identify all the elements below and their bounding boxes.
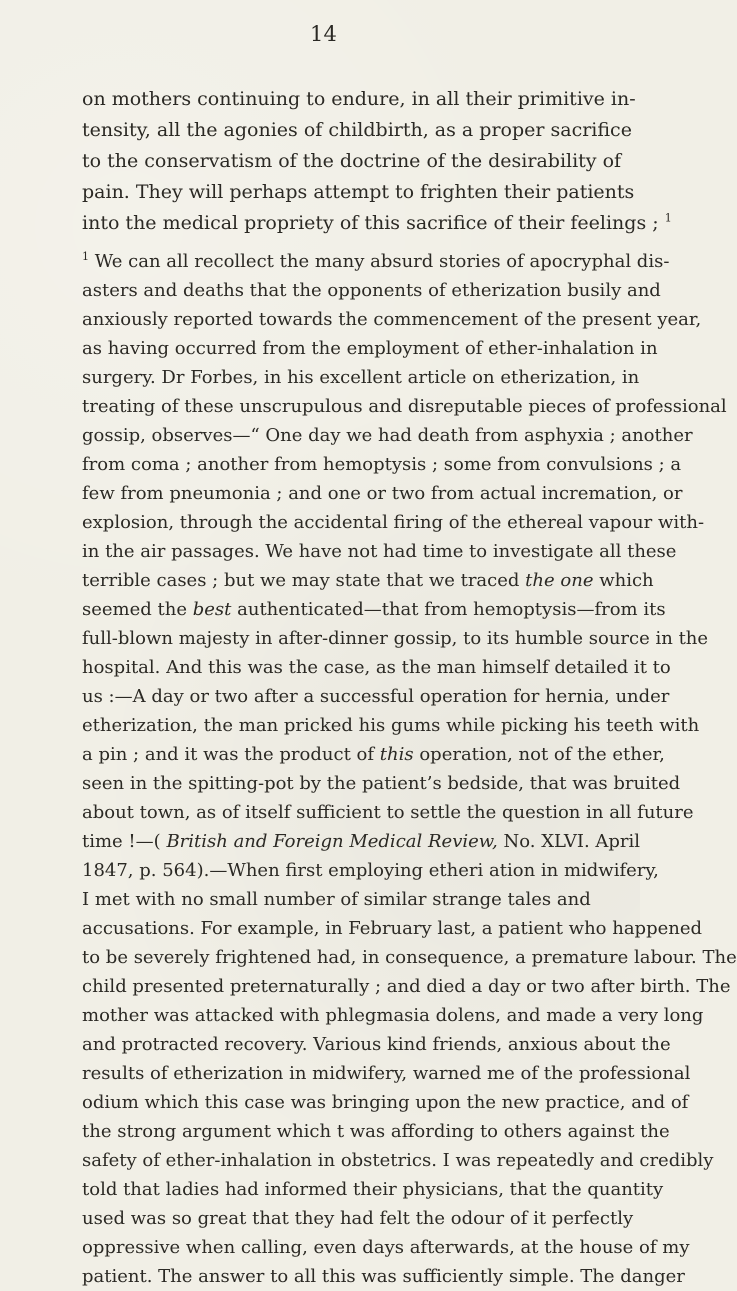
footnote-line: mother was attacked with phlegmasia dolens, and made a very long (82, 1005, 704, 1026)
footnote-line: I met with no small number of similar strange tales and (82, 889, 591, 910)
footnote-line: to be severely frightened had, in consequence, a premature labour. The (82, 947, 737, 968)
footnote-line: the strong argument which t was affording to others against the (82, 1121, 670, 1142)
footnote-line: few from pneumonia ; and one or two from actual incremation, or (82, 483, 683, 504)
footnote-line-text: We can all recollect the many absurd stories of apocryphal dis- (94, 251, 670, 272)
footnote-line: told that ladies had informed their physicians, that the quantity (82, 1179, 664, 1200)
footnote-line: hospital. And this was the case, as the man himself detailed it to (82, 657, 671, 678)
main-text-line-with-footnote (82, 208, 672, 239)
footnote-line-with-italics (82, 566, 654, 595)
footnote-reference-marker: 1 (664, 211, 672, 225)
main-text-block (82, 84, 672, 239)
footnote-text-segment: a pin ; and it was the product of (82, 744, 375, 765)
footnote-line: about town, as of itself sufficient to settle the question in all future (82, 802, 694, 823)
footnote-line: and protracted recovery. Various kind friends, anxious about the (82, 1034, 671, 1055)
footnote-line: explosion, through the accidental firing of the ethereal vapour with- (82, 512, 705, 533)
footnote-text-segment: authenticated—that from hemoptysis—from its (237, 599, 666, 620)
italic-word: best (192, 599, 232, 620)
main-text-line-text: into the medical propriety of this sacrifice of their feelings ; (82, 212, 659, 234)
italic-word: one (560, 570, 594, 591)
footnote-text-segment: operation, not of the ether, (419, 744, 665, 765)
footnote-text-segment: terrible cases ; but we may state that we traced (82, 570, 520, 591)
footnote-line: oppressive when calling, even days afterwards, at the house of my (82, 1237, 690, 1258)
footnote-line: surgery. Dr Forbes, in his excellent article on etherization, in (82, 367, 640, 388)
footnote-block (82, 247, 737, 1291)
footnote-text-segment: time !—( (82, 831, 161, 852)
footnote-line: anxiously reported towards the commencement of the present year, (82, 309, 702, 330)
footnote-text-segment: 1847, p. 564).—When first employing etheri (82, 860, 484, 881)
footnote-line-with-marker (82, 247, 670, 276)
footnote-line: as having occurred from the employment of ether-inhalation in (82, 338, 658, 359)
footnote-line: accusations. For example, in February last, a patient who happened (82, 918, 703, 939)
footnote-text-segment: which (599, 570, 654, 591)
footnote-line-with-italics (82, 740, 665, 769)
footnote-line: seen in the spitting-pot by the patient’s bedside, that was bruited (82, 773, 681, 794)
main-text-line: to the conservatism of the doctrine of the desirability of (82, 150, 622, 172)
footnote-line: patient. The answer to all this was sufficiently simple. The danger (82, 1266, 685, 1287)
footnote-line: odium which this case was bringing upon the new practice, and of (82, 1092, 689, 1113)
footnote-line: gossip, observes—“ One day we had death from asphyxia ; another (82, 425, 693, 446)
main-text-line: tensity, all the agonies of childbirth, as a proper sacrifice (82, 119, 632, 141)
footnote-text-segment: seemed the (82, 599, 187, 620)
footnote-marker: 1 (82, 250, 89, 263)
footnote-line: from coma ; another from hemoptysis ; some from convulsions ; a (82, 454, 682, 475)
footnote-line: us :—A day or two after a successful operation for hernia, under (82, 686, 670, 707)
footnote-line: child presented preternaturally ; and died a day or two after birth. The (82, 976, 731, 997)
footnote-line: etherization, the man pricked his gums while picking his teeth with (82, 715, 700, 736)
italic-word: the (525, 570, 555, 591)
journal-title: British and Foreign Medical Review, (166, 831, 498, 852)
main-text-line: on mothers continuing to endure, in all their primitive in- (82, 88, 636, 110)
page-number: 14 (310, 22, 338, 46)
footnote-line: in the air passages. We have not had time to investigate all these (82, 541, 677, 562)
footnote-line: full-blown majesty in after-dinner gossip, to its humble source in the (82, 628, 709, 649)
main-text-line: pain. They will perhaps attempt to frighten their patients (82, 181, 635, 203)
footnote-line: safety of ether-inhalation in obstetrics. I was repeatedly and credibly (82, 1150, 714, 1171)
footnote-line-with-broken-word (82, 856, 659, 885)
italic-word: this (379, 744, 414, 765)
footnote-line: treating of these unscrupulous and disreputable pieces of professional (82, 396, 727, 417)
footnote-text-segment: No. XLVI. April (503, 831, 641, 852)
footnote-line: used was so great that they had felt the odour of it perfectly (82, 1208, 634, 1229)
footnote-text-segment: ation in midwifery, (489, 860, 659, 881)
footnote-line: asters and deaths that the opponents of etherization busily and (82, 280, 661, 301)
footnote-line-with-citation (82, 827, 641, 856)
footnote-line: results of etherization in midwifery, warned me of the professional (82, 1063, 691, 1084)
footnote-line-with-italics (82, 595, 666, 624)
